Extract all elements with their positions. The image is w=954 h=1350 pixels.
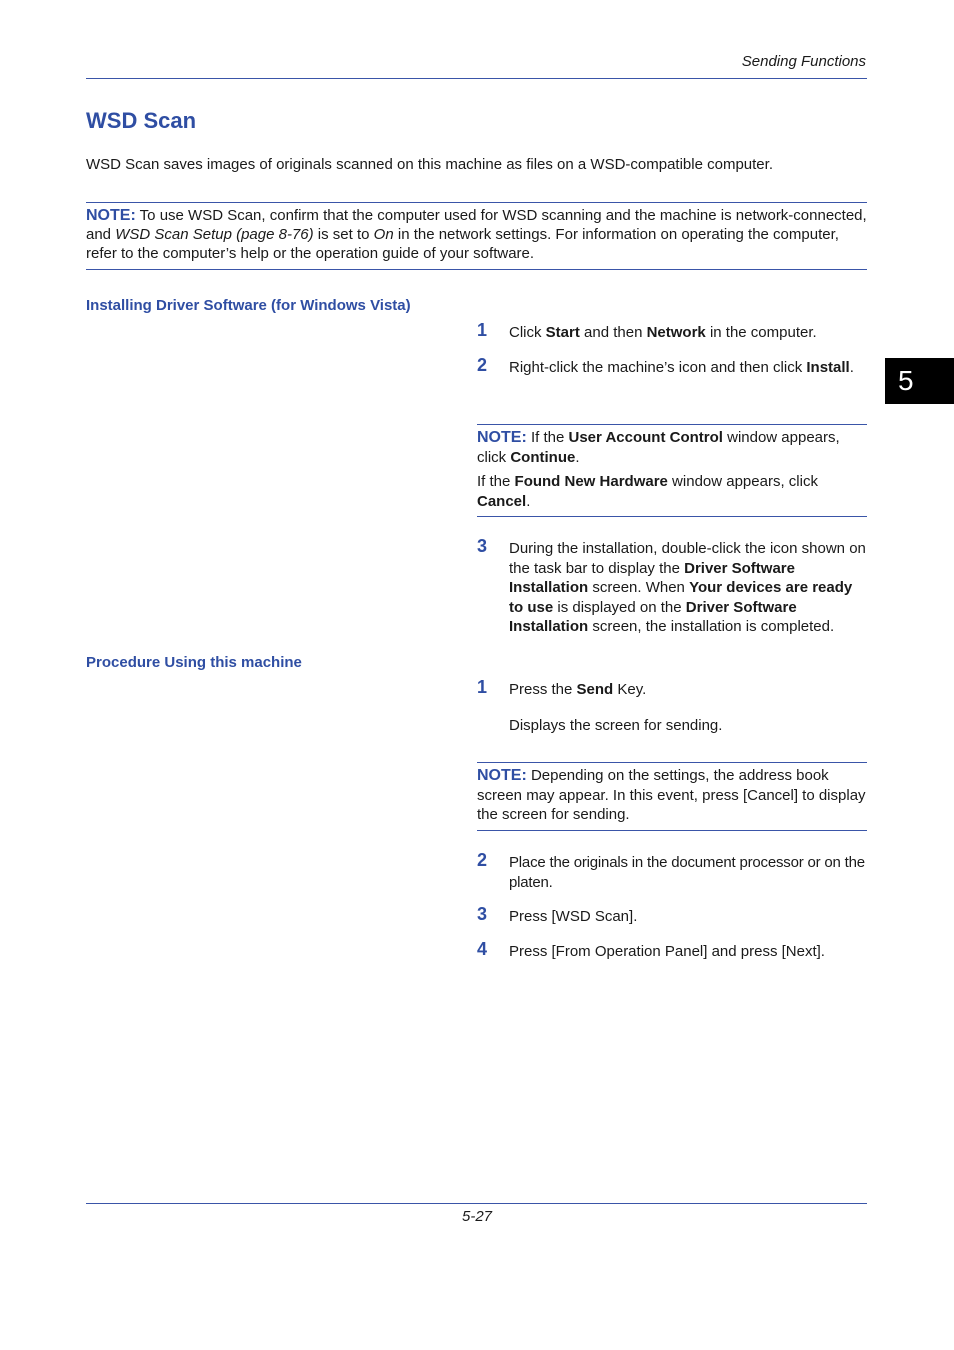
install-note-rule-top bbox=[477, 424, 867, 425]
install-heading: Installing Driver Software (for Windows Vista) bbox=[86, 297, 411, 314]
install-note-rule-bottom bbox=[477, 516, 867, 517]
footer-rule bbox=[86, 1203, 867, 1204]
procedure-note: NOTE: Depending on the settings, the address book screen may appear. In this event, press [Cancel] to display the screen for sending. bbox=[477, 767, 866, 823]
note-rule-bottom bbox=[86, 269, 867, 270]
procedure-note-rule-top bbox=[477, 762, 867, 763]
step-number: 2 bbox=[477, 850, 488, 870]
step-result: Displays the screen for sending. bbox=[509, 716, 723, 734]
intro-paragraph: WSD Scan saves images of originals scanned on this machine as files on a WSD-compatible computer. bbox=[86, 156, 773, 173]
procedure-note-rule-bottom bbox=[477, 830, 867, 831]
step-number: 4 bbox=[477, 939, 488, 959]
procedure-step-2: 2 Place the originals in the document processor or on the platen. bbox=[477, 850, 865, 891]
chapter-tab: 5 bbox=[885, 358, 954, 404]
install-step-1: 1 Click Start and then Network in the computer. bbox=[477, 320, 817, 341]
note-wsd-setup: NOTE: To use WSD Scan, confirm that the computer used for WSD scanning and the machine is network-connected, and WSD Scan Setup (page 8-76) is set to On in the network settings. For information on operating the computer, refer to the computer’s help or the operation guide of your software. bbox=[86, 207, 867, 262]
note-rule-top bbox=[86, 202, 867, 203]
header-rule bbox=[86, 78, 867, 79]
step-number: 3 bbox=[477, 904, 488, 924]
procedure-step-1: 1 Press the Send Key. Displays the screen for sending. bbox=[477, 680, 869, 735]
step-number: 1 bbox=[477, 320, 488, 340]
page-number: 5-27 bbox=[461, 1208, 493, 1225]
procedure-step-3: 3 Press [WSD Scan]. bbox=[477, 904, 638, 925]
note-label: NOTE: bbox=[477, 429, 527, 446]
note-label: NOTE: bbox=[86, 207, 136, 224]
install-step-3: 3 During the installation, double-click the icon shown on the task bar to display the Driver Software Installation screen. When Your devices are ready to use is displayed on the Driver Software Installation screen, the installation is completed. bbox=[477, 536, 866, 635]
step-number: 2 bbox=[477, 355, 488, 375]
note-label: NOTE: bbox=[477, 767, 527, 784]
procedure-step-4: 4 Press [From Operation Panel] and press [Next]. bbox=[477, 939, 825, 960]
step-number: 1 bbox=[477, 677, 488, 697]
running-header: Sending Functions bbox=[741, 53, 866, 70]
install-step-2: 2 Right-click the machine’s icon and then click Install. bbox=[477, 355, 854, 376]
cross-reference-link[interactable]: WSD Scan Setup (page 8-76) bbox=[115, 226, 314, 243]
procedure-heading: Procedure Using this machine bbox=[86, 654, 302, 671]
install-note: NOTE: If the User Account Control window appears, click Continue. If the Found New Hardware window appears, click Cancel. bbox=[477, 429, 840, 510]
step-number: 3 bbox=[477, 536, 488, 556]
page-title: WSD Scan bbox=[86, 108, 197, 133]
